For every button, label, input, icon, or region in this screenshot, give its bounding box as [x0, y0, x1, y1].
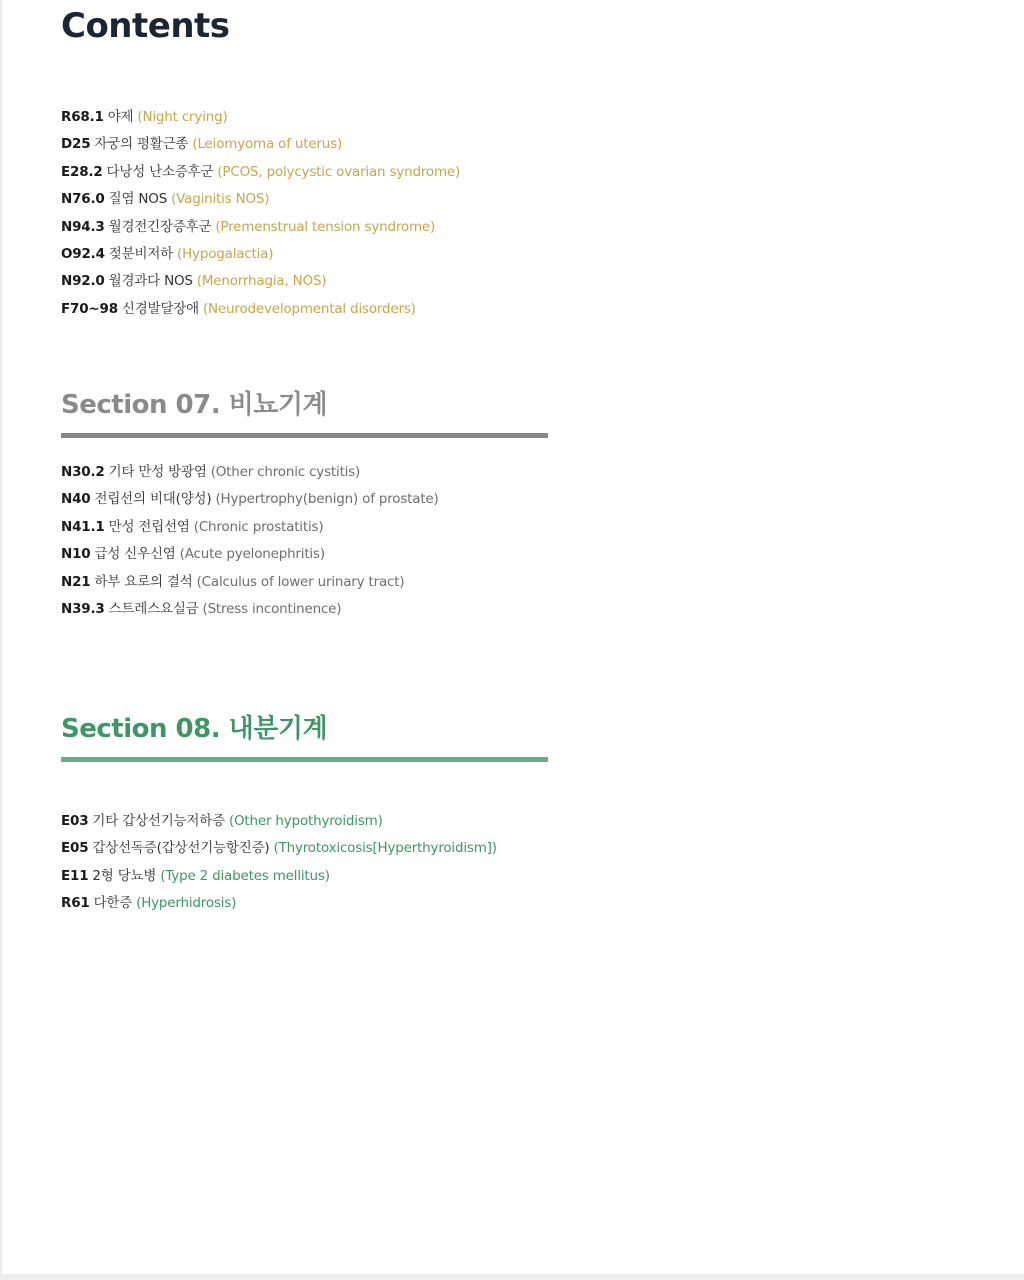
entry-korean-name: 질염 NOS — [108, 191, 168, 208]
entry-korean-name: 전립선의 비대(양성) — [94, 491, 212, 508]
entry-code: E11 — [61, 867, 89, 884]
contents-entry[interactable] — [61, 569, 439, 596]
entry-english-name: (Hypertrophy(benign) of prostate) — [215, 491, 439, 508]
entry-code: E05 — [61, 840, 89, 857]
entry-code: N76.0 — [61, 191, 105, 208]
contents-entry[interactable] — [61, 890, 497, 917]
contents-entry[interactable] — [61, 486, 439, 513]
section-07-divider — [61, 433, 548, 438]
section-08-title: Section 08. 내분기계 — [61, 714, 328, 744]
entry-code: N41.1 — [61, 518, 105, 535]
contents-entry[interactable] — [61, 596, 439, 623]
entry-korean-name: 다한증 — [93, 895, 133, 912]
entry-korean-name: 2형 당뇨병 — [92, 867, 157, 884]
entry-code: N21 — [61, 573, 91, 590]
entry-code: N94.3 — [61, 218, 105, 235]
entry-english-name: (Premenstrual tension syndrome) — [215, 218, 436, 235]
contents-entry[interactable] — [61, 863, 497, 890]
entry-code: N30.2 — [61, 464, 105, 480]
entry-code: N92.0 — [61, 273, 105, 290]
contents-list-previous-section — [61, 104, 460, 323]
contents-entry[interactable] — [61, 214, 460, 241]
entry-korean-name: 월경전긴장증후군 — [108, 218, 212, 235]
entry-korean-name: 월경과다 NOS — [108, 273, 193, 290]
entry-code: D25 — [61, 136, 91, 153]
entry-korean-name: 야제 — [107, 109, 134, 125]
entry-english-name: (Vaginitis NOS) — [171, 191, 270, 208]
entry-korean-name: 다낭성 난소증후군 — [106, 163, 214, 180]
section-07-title: Section 07. 비뇨기계 — [61, 390, 328, 420]
contents-entry[interactable] — [61, 131, 460, 158]
entry-code: F70~98 — [61, 300, 118, 317]
document-page — [2, 0, 1024, 1274]
entry-korean-name: 하부 요로의 결석 — [94, 573, 193, 590]
contents-entry[interactable] — [61, 514, 439, 541]
contents-entry[interactable] — [61, 241, 460, 268]
contents-entry[interactable] — [61, 541, 439, 568]
entry-korean-name: 기타 갑상선기능저하증 — [92, 813, 225, 829]
contents-entry[interactable] — [61, 835, 497, 862]
entry-english-name: (Other hypothyroidism) — [228, 813, 383, 829]
entry-english-name: (Chronic prostatitis) — [193, 518, 324, 535]
contents-entry[interactable] — [61, 186, 460, 213]
entry-english-name: (Other chronic cystitis) — [210, 464, 361, 480]
entry-korean-name: 신경발달장애 — [121, 300, 199, 317]
entry-korean-name: 만성 전립선염 — [108, 518, 190, 535]
entry-english-name: (Hyperhidrosis) — [136, 895, 237, 912]
entry-korean-name: 자궁의 평활근종 — [94, 136, 189, 153]
entry-english-name: (Thyrotoxicosis[Hyperthyroidism]) — [273, 840, 497, 857]
contents-list-section-07 — [61, 459, 439, 623]
entry-english-name: (Acute pyelonephritis) — [179, 546, 325, 563]
entry-english-name: (Stress incontinence) — [202, 600, 342, 617]
entry-code: R68.1 — [61, 109, 104, 125]
entry-english-name: (Leiomyoma of uterus) — [192, 136, 343, 153]
entry-english-name: (Calculus of lower urinary tract) — [196, 573, 405, 590]
entry-english-name: (Night crying) — [137, 109, 228, 125]
contents-list-section-08 — [61, 808, 497, 918]
entry-english-name: (Type 2 diabetes mellitus) — [160, 867, 330, 884]
contents-entry[interactable] — [61, 268, 460, 295]
entry-code: N39.3 — [61, 600, 105, 617]
entry-korean-name: 젖분비저하 — [108, 245, 174, 262]
contents-entry[interactable] — [61, 296, 460, 323]
entry-english-name: (PCOS, polycystic ovarian syndrome) — [217, 163, 461, 180]
contents-entry[interactable] — [61, 104, 460, 131]
entry-korean-name: 기타 만성 방광염 — [108, 464, 207, 480]
page-title: Contents — [61, 6, 230, 46]
entry-english-name: (Hypogalactia) — [177, 245, 274, 262]
entry-korean-name: 스트레스요실금 — [108, 600, 199, 617]
entry-code: E28.2 — [61, 163, 103, 180]
entry-english-name: (Neurodevelopmental disorders) — [202, 300, 416, 317]
entry-korean-name: 갑상선독증(갑상선기능항진증) — [92, 840, 270, 857]
entry-code: N10 — [61, 546, 91, 563]
contents-entry[interactable] — [61, 459, 439, 486]
section-08-divider — [61, 757, 548, 762]
contents-entry[interactable] — [61, 159, 460, 186]
contents-entry[interactable] — [61, 808, 497, 835]
entry-code: O92.4 — [61, 245, 105, 262]
entry-code: E03 — [61, 813, 89, 829]
entry-code: R61 — [61, 895, 90, 912]
entry-code: N40 — [61, 491, 91, 508]
entry-english-name: (Menorrhagia, NOS) — [196, 273, 327, 290]
entry-korean-name: 급성 신우신염 — [94, 546, 176, 563]
